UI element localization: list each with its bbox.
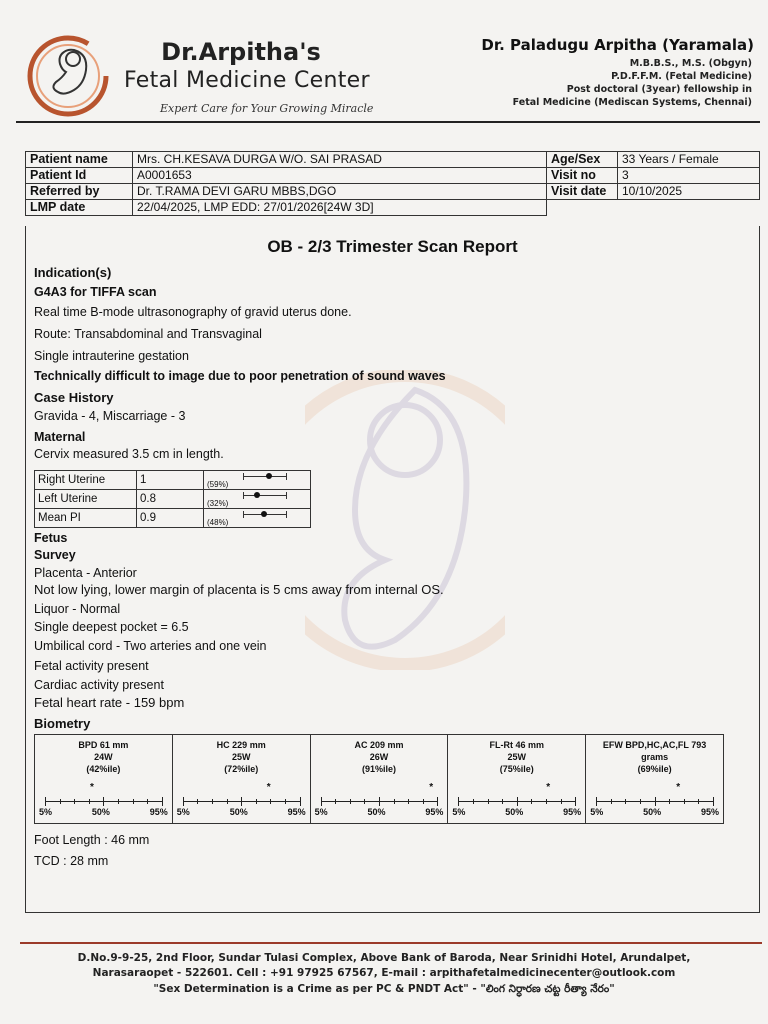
biometry-line3: (42%ile): [86, 764, 121, 774]
footer-divider: [20, 942, 762, 944]
footer-address: D.No.9-9-25, 2nd Floor, Sundar Tulasi Complex, Above Bank of Baroda, Near Srinidhi Hotel, Arundalpet,: [77, 952, 691, 964]
doppler-label: Left Uterine: [35, 490, 137, 509]
scale-label: 50%: [367, 807, 386, 817]
scale-label: 95%: [425, 807, 444, 817]
biometry-cell: [448, 735, 586, 823]
visit-no-value: 3: [618, 168, 760, 184]
doppler-row: [35, 490, 311, 509]
percentile-bar: [243, 510, 287, 518]
percentile-scale: [321, 797, 438, 807]
biometry-heading: Biometry: [34, 716, 91, 731]
report-line: Single intrauterine gestation: [34, 349, 189, 363]
patient-name-value: Mrs. CH.KESAVA DURGA W/O. SAI PRASAD: [133, 152, 547, 168]
header-divider: [16, 121, 760, 123]
doppler-row: [35, 509, 311, 528]
scale-label: 5%: [176, 807, 190, 817]
liquor-text: Liquor - Normal: [34, 602, 121, 616]
placenta-text: Placenta - Anterior: [34, 566, 137, 580]
scale-label: 5%: [314, 807, 328, 817]
percentile-bar: [243, 491, 287, 499]
doppler-label: Mean PI: [35, 509, 137, 528]
scale-label: 95%: [563, 807, 582, 817]
percentile-marker: *: [266, 782, 271, 793]
doppler-value: 0.9: [137, 509, 204, 528]
patient-info-table: [25, 151, 760, 216]
fetal-heart-rate-text: Fetal heart rate - 159 bpm: [34, 695, 185, 710]
patient-id-label: Patient Id: [26, 168, 133, 184]
scale-label: 50%: [505, 807, 524, 817]
biometry-line3: (75%ile): [499, 764, 534, 774]
biometry-cell: [311, 735, 449, 823]
scale-label: 95%: [287, 807, 306, 817]
percentile-marker: *: [429, 782, 434, 793]
placenta-note: Not low lying, lower margin of placenta is 5 cms away from internal OS.: [34, 582, 444, 597]
percentile-marker: [254, 492, 260, 498]
visit-date-value: 10/10/2025: [618, 184, 760, 200]
patient-name-label: Patient name: [26, 152, 133, 168]
doppler-percentile: [204, 509, 311, 528]
patient-id-value: A0001653: [133, 168, 547, 184]
biometry-line2: grams: [641, 752, 669, 762]
scale-label: 50%: [643, 807, 662, 817]
clinic-tagline: Expert Care for Your Growing Miracle: [160, 102, 374, 115]
maternal-heading: Maternal: [34, 430, 86, 444]
footer-contact: Narasaraopet - 522601. Cell : +91 97925 67567, E-mail : arpithafetalmedicinecenter@outlook.com: [92, 967, 676, 979]
doppler-percentile: [204, 490, 311, 509]
age-sex-value: 33 Years / Female: [618, 152, 760, 168]
clinic-name-line2: Fetal Medicine Center: [124, 68, 370, 93]
lmp-date-value: 22/04/2025, LMP EDD: 27/01/2026[24W 3D]: [133, 200, 547, 216]
doctor-qualification: M.B.B.S., M.S. (Obgyn): [629, 58, 752, 69]
footer-legal-notice: "Sex Determination is a Crime as per PC & PNDT Act" - "లింగ నిర్ధారణ చట్ట రీత్యా నేరం": [153, 983, 615, 995]
sdp-text: Single deepest pocket = 6.5: [34, 620, 189, 634]
cervix-text: Cervix measured 3.5 cm in length.: [34, 447, 224, 461]
doctor-qualification: Fetal Medicine (Mediscan Systems, Chennai): [512, 97, 752, 108]
report-line: Real time B-mode ultrasonography of gravid uterus done.: [34, 305, 352, 319]
doppler-value: 0.8: [137, 490, 204, 509]
referred-by-value: Dr. T.RAMA DEVI GARU MBBS,DGO: [133, 184, 547, 200]
biometry-line2: 26W: [369, 752, 389, 762]
biometry-line3: (69%ile): [637, 764, 672, 774]
biometry-line2: 25W: [231, 752, 251, 762]
fetus-heading: Fetus: [34, 531, 68, 545]
clinic-name-line1: Dr.Arpitha's: [161, 38, 321, 66]
case-history-text: Gravida - 4, Miscarriage - 3: [34, 409, 186, 423]
biometry-cell: [173, 735, 311, 823]
doctor-name: Dr. Paladugu Arpitha (Yaramala): [481, 36, 754, 54]
biometry-line1: AC 209 mm: [354, 740, 404, 750]
doppler-row: [35, 471, 311, 490]
percentile-scale: [45, 797, 162, 807]
percentile-scale: [596, 797, 713, 807]
percentile-marker: [261, 511, 267, 517]
foot-length-text: Foot Length : 46 mm: [34, 833, 150, 847]
doppler-value: 1: [137, 471, 204, 490]
biometry-line3: (72%ile): [224, 764, 259, 774]
percentile-marker: *: [546, 782, 551, 793]
percentile-marker: *: [90, 782, 94, 793]
doppler-table: [34, 470, 311, 528]
doctor-qualification: Post doctoral (3year) fellowship in: [566, 84, 752, 95]
report-title: OB - 2/3 Trimester Scan Report: [267, 237, 518, 256]
scale-label: 5%: [452, 807, 466, 817]
scale-label: 50%: [229, 807, 248, 817]
doppler-percent-text: (48%): [207, 518, 229, 527]
lmp-date-label: LMP date: [26, 200, 133, 216]
scale-label: 5%: [39, 807, 53, 817]
percentile-marker: *: [676, 782, 681, 793]
percentile-scale: [458, 797, 575, 807]
umbilical-cord-text: Umbilical cord - Two arteries and one vein: [34, 639, 267, 653]
indication-text: G4A3 for TIFFA scan: [34, 285, 157, 299]
scale-label: 50%: [91, 807, 110, 817]
percentile-scale: [183, 797, 300, 807]
percentile-bar: [243, 472, 287, 480]
doppler-percent-text: (32%): [207, 499, 229, 508]
scale-label: 5%: [590, 807, 604, 817]
report-line: Technically difficult to image due to poor penetration of sound waves: [34, 369, 446, 383]
scale-label: 95%: [700, 807, 719, 817]
fetal-activity-text: Fetal activity present: [34, 659, 149, 673]
age-sex-label: Age/Sex: [547, 152, 618, 168]
biometry-line1: HC 229 mm: [216, 740, 266, 750]
case-history-heading: Case History: [34, 390, 114, 405]
referred-by-label: Referred by: [26, 184, 133, 200]
indication-heading: Indication(s): [34, 265, 112, 280]
tcd-text: TCD : 28 mm: [34, 854, 109, 868]
biometry-cell: [35, 735, 173, 823]
visit-no-label: Visit no: [547, 168, 618, 184]
doppler-percent-text: (59%): [207, 480, 229, 489]
survey-heading: Survey: [34, 548, 76, 562]
biometry-line1: EFW BPD,HC,AC,FL 793: [602, 740, 707, 750]
doctor-qualification: P.D.F.F.M. (Fetal Medicine): [611, 71, 752, 82]
fetus-logo-icon: [22, 30, 118, 120]
doppler-label: Right Uterine: [35, 471, 137, 490]
biometry-line1: FL-Rt 46 mm: [489, 740, 545, 750]
report-line: Route: Transabdominal and Transvaginal: [34, 327, 262, 341]
biometry-line2: 25W: [507, 752, 527, 762]
percentile-marker: [266, 473, 272, 479]
cardiac-activity-text: Cardiac activity present: [34, 678, 164, 692]
doppler-percentile: [204, 471, 311, 490]
biometry-panel: [34, 734, 724, 824]
scale-label: 95%: [149, 807, 168, 817]
biometry-line3: (91%ile): [361, 764, 396, 774]
biometry-line1: BPD 61 mm: [78, 740, 129, 750]
biometry-cell: [586, 735, 723, 823]
visit-date-label: Visit date: [547, 184, 618, 200]
biometry-line2: 24W: [94, 752, 113, 762]
